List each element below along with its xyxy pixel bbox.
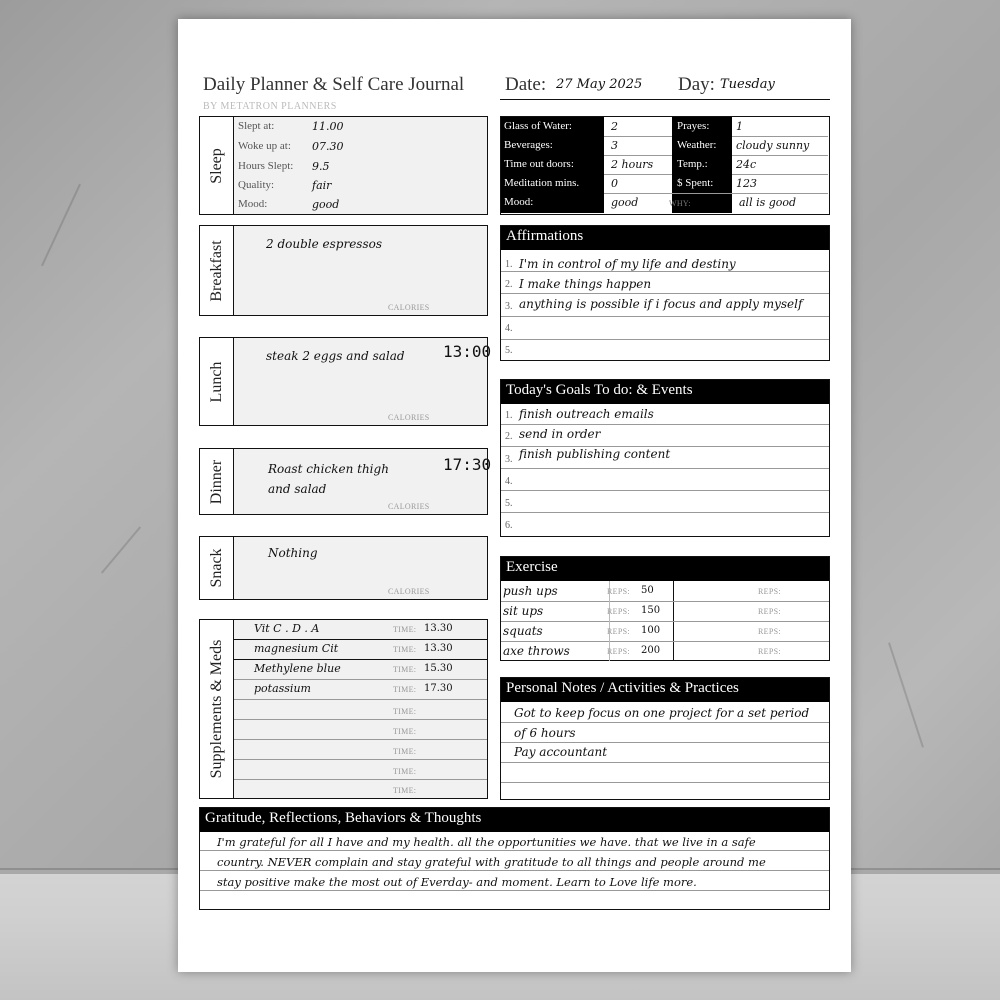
goal-text[interactable]: finish publishing content [519,447,671,461]
affirmations-section [500,225,830,361]
prayers-label: Prayes: [677,120,710,132]
meditation-value[interactable]: 0 [611,177,618,190]
brand-subtitle: BY METATRON PLANNERS [203,101,337,112]
water-value[interactable]: 2 [611,120,618,133]
page-title: Daily Planner & Self Care Journal [203,74,465,95]
affirmation-number: 3. [505,301,513,312]
supplement-name[interactable]: Methylene blue [254,662,341,675]
breakfast-entry[interactable]: 2 double espressos [266,237,382,251]
sleep-mood-value[interactable]: good [312,198,340,211]
goal-number: 1. [505,410,513,421]
exercise-reps[interactable]: 150 [641,605,661,616]
affirmation-text[interactable]: I make things happen [519,277,652,291]
prayers-value[interactable]: 1 [736,120,743,133]
sleep-hours-label: Hours Slept: [238,160,294,172]
supplement-time-label: TIME: [393,786,417,795]
goal-number: 2. [505,431,513,442]
exercise-reps-label: REPS: [758,627,781,636]
sleep-mood-label: Mood: [238,198,268,210]
sleep-section-label: Sleep [200,117,234,214]
sleep-slept-label: Slept at: [238,120,275,132]
wall-texture [888,642,924,747]
exercise-name[interactable]: push ups [503,584,558,598]
planner-page [178,19,851,972]
dinner-section [199,448,492,515]
sleep-woke-value[interactable]: 07.30 [312,140,344,153]
exercise-name[interactable]: axe throws [503,644,570,658]
affirmation-number: 5. [505,345,513,356]
affirmation-number: 1. [505,259,513,270]
exercise-reps-label: REPS: [758,647,781,656]
lunch-section [199,337,492,426]
exercise-name[interactable]: sit ups [503,604,544,618]
goals-title: Today's Goals To do: & Events [501,380,829,404]
spent-label: $ Spent: [677,177,714,189]
lunch-calories-label: CALORIES [388,413,430,422]
lunch-entry[interactable]: steak 2 eggs and salad [266,349,405,363]
supplement-time-label: TIME: [393,665,417,674]
date-label: Date: [505,74,547,95]
dinner-entry-line1[interactable]: Roast chicken thigh [268,462,389,476]
snack-section-label: Snack [200,537,234,599]
exercise-reps-label: REPS: [758,607,781,616]
supplement-time[interactable]: 15.30 [424,663,453,674]
wall-texture [41,184,81,266]
goal-text[interactable]: finish outreach emails [519,407,654,421]
outdoors-value[interactable]: 2 hours [611,158,654,171]
gratitude-line[interactable]: I'm grateful for all I have and my health. all the opportunities we have. that we live in a safe [217,835,756,849]
weather-value[interactable]: cloudy sunny [736,139,810,152]
exercise-reps-label: REPS: [607,627,630,636]
supplement-time-label: TIME: [393,685,417,694]
lunch-section-label: Lunch [200,338,234,425]
exercise-reps[interactable]: 100 [641,625,661,636]
why-value[interactable]: all is good [739,196,797,209]
snack-section [199,536,488,600]
supplement-time-label: TIME: [393,727,417,736]
note-line[interactable]: of 6 hours [514,726,576,740]
affirmation-text[interactable]: I'm in control of my life and destiny [519,257,736,271]
sleep-section [199,116,488,215]
affirmation-number: 2. [505,279,513,290]
day-label: Day: [678,74,715,95]
why-label: WHY: [669,199,691,208]
goal-number: 6. [505,520,513,531]
supplement-time[interactable]: 13.30 [424,623,453,634]
dinner-entry-line2[interactable]: and salad [268,482,327,496]
goal-number: 4. [505,476,513,487]
supplements-section-label: Supplements & Meds [200,620,234,798]
goal-text[interactable]: send in order [519,427,601,441]
day-value[interactable]: Tuesday [720,77,775,92]
exercise-reps-label: REPS: [607,607,630,616]
note-line[interactable]: Pay accountant [514,745,608,759]
notes-title: Personal Notes / Activities & Practices [501,678,829,702]
exercise-title: Exercise [501,557,829,581]
supplement-time-label: TIME: [393,747,417,756]
sleep-woke-label: Woke up at: [238,140,291,152]
snack-entry[interactable]: Nothing [268,546,318,560]
supplement-name[interactable]: potassium [254,682,311,695]
gratitude-line[interactable]: stay positive make the most out of Everday- and moment. Learn to Love life more. [217,875,697,889]
breakfast-calories-label: CALORIES [388,303,430,312]
temp-label: Temp.: [677,158,708,170]
supplement-time[interactable]: 13.30 [424,643,453,654]
sleep-quality-label: Quality: [238,179,275,191]
gratitude-line[interactable]: country. NEVER complain and stay grateful with gratitude to all things and people around me [217,855,766,869]
breakfast-section [199,225,488,316]
outdoors-label: Time out doors: [504,158,574,170]
water-label: Glass of Water: [504,120,572,132]
goals-section [500,379,830,537]
daily-stats-table [500,116,830,215]
gratitude-title: Gratitude, Reflections, Behaviors & Thoughts [200,808,829,832]
sleep-slept-value[interactable]: 11.00 [312,120,344,133]
exercise-reps[interactable]: 50 [641,585,654,596]
meditation-label: Meditation mins. [504,177,580,189]
note-line[interactable]: Got to keep focus on one project for a set period [514,706,810,720]
supplement-time-label: TIME: [393,625,417,634]
supplements-section [199,619,488,799]
affirmation-text[interactable]: anything is possible if i focus and apply myself [519,297,803,311]
sleep-quality-value[interactable]: fair [312,179,332,192]
wall-texture [101,526,141,573]
exercise-reps[interactable]: 200 [641,645,661,656]
supplement-name[interactable]: Vit C . D . A [254,622,320,635]
sleep-hours-value[interactable]: 9.5 [312,160,330,173]
dinner-time[interactable]: 17:30 [443,455,492,474]
exercise-reps-label: REPS: [758,587,781,596]
goal-number: 3. [505,454,513,465]
goal-number: 5. [505,498,513,509]
exercise-reps-label: REPS: [607,587,630,596]
affirmations-title: Affirmations [501,226,829,250]
beverages-value[interactable]: 3 [611,139,618,152]
header-rule [500,99,830,100]
exercise-name[interactable]: squats [503,624,543,638]
date-value[interactable]: 27 May 2025 [556,77,643,92]
notes-section [500,677,830,800]
snack-calories-label: CALORIES [388,587,430,596]
mood-label: Mood: [504,196,534,208]
spent-value[interactable]: 123 [736,177,757,190]
supplement-time-label: TIME: [393,707,417,716]
beverages-label: Beverages: [504,139,553,151]
gratitude-section [199,807,830,910]
supplement-time-label: TIME: [393,767,417,776]
lunch-time[interactable]: 13:00 [443,342,492,361]
breakfast-section-label: Breakfast [200,226,234,315]
dinner-calories-label: CALORIES [388,502,430,511]
dinner-section-label: Dinner [200,449,234,514]
exercise-section [500,556,830,661]
temp-value[interactable]: 24c [736,158,757,171]
affirmation-number: 4. [505,323,513,334]
supplement-name[interactable]: magnesium Cit [254,642,339,655]
exercise-reps-label: REPS: [607,647,630,656]
mood-value[interactable]: good [611,196,639,209]
supplement-time[interactable]: 17.30 [424,683,453,694]
weather-label: Weather: [677,139,717,151]
supplement-time-label: TIME: [393,645,417,654]
